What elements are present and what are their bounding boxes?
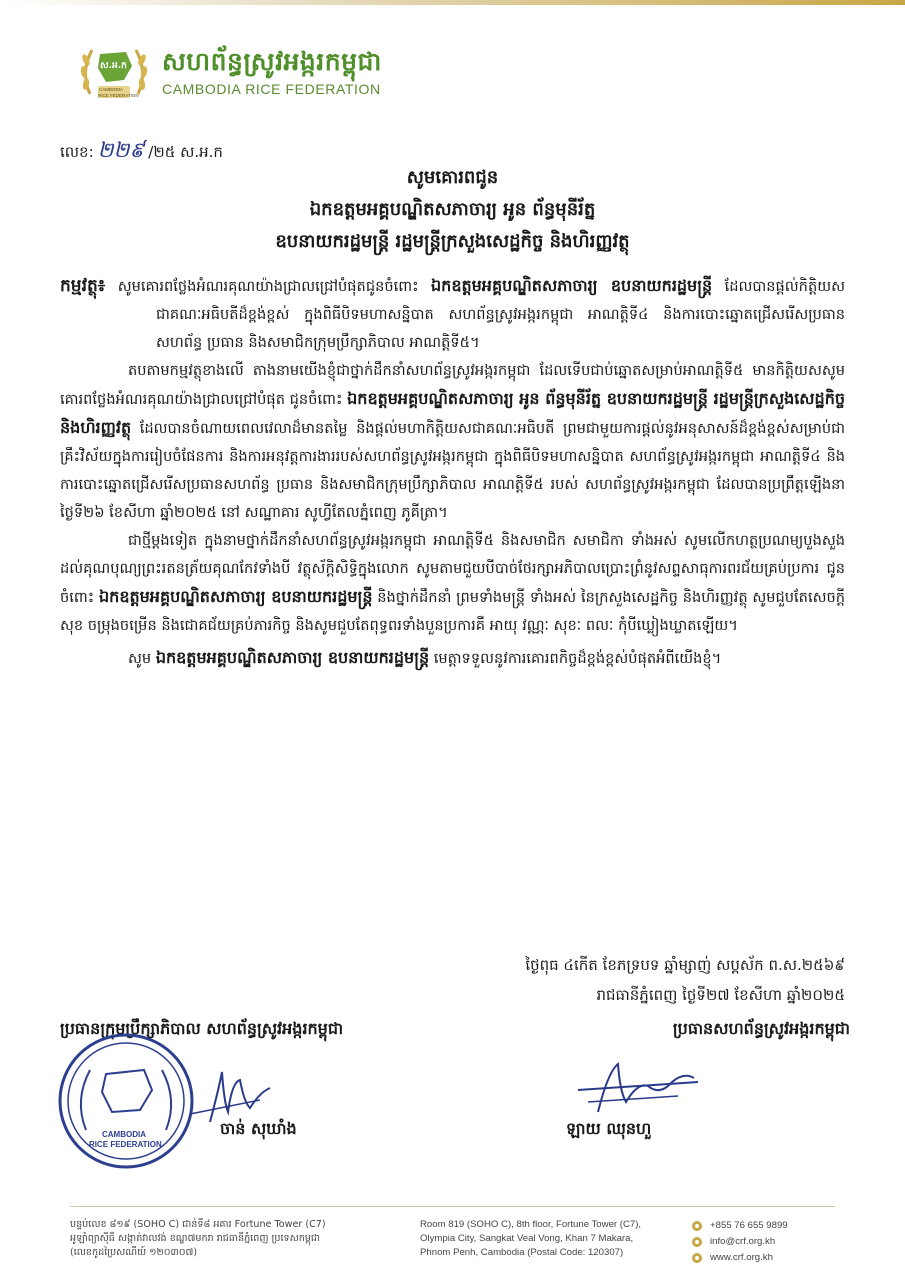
letterhead — [76, 36, 382, 108]
reference-suffix: /២៥ ស.អ.ក — [148, 143, 223, 161]
subject-text-2: ដែលបានផ្តល់កិត្តិយសជាគណៈអធិបតីដ៏ខ្ពង់ខ្ពស់ ក្នុងពិធីបិទមហាសន្និបាត សហព័ន្ធស្រូវអង្ករកម្ពុជា អាណត្តិទី៤ និងការបោះឆ្នោតជ្រើសរើសប្រធានសហព័ន្ធ ប្រធាន និងសមាជិកក្រុមប្រឹក្សាភិបាល អាណត្តិទី៥។ — [156, 278, 846, 351]
crf-logo — [76, 36, 152, 108]
phone-icon — [692, 1221, 702, 1231]
right-signer-name: ឡាយ ឈុនហួ — [566, 1119, 652, 1138]
email-row — [692, 1234, 832, 1250]
logo-abbr: ស.អ.ក — [100, 61, 127, 71]
paragraph-3 — [60, 644, 845, 673]
paragraph-1 — [60, 357, 845, 527]
footer-address-english — [420, 1218, 682, 1270]
para1-text-2: ដែលបានចំណាយពេលវេលាដ៏មានតម្លៃ និងផ្តល់មហាកិត្តិយសជាគណៈអធិបតី ព្រមជាមួយការផ្តល់នូវអនុសាសន៍ដ៏ខ្ពង់ខ្ពស់សម្រាប់ជាគ្រឹះវិស័យក្នុងការរៀបចំផែនការ និងការអនុវត្តការងាររបស់សហព័ន្ធស្រូវអង្ករកម្ពុជា ក្នុងពិធីបិទមហាសន្និបាត សហព័ន្ធស្រូវអង្ករកម្ពុជា អាណត្តិទី៤ និងការបោះឆ្នោតជ្រើសរើសប្រធានសហព័ន្ធ ប្រធាន និងសមាជិកក្រុមប្រឹក្សាភិបាល អាណត្តិទី៥ របស់ សហព័ន្ធស្រូវអង្ករកម្ពុជា ដែលបានប្រព្រឹត្តឡើងនាថ្ងៃទី២៦ ខែសីហា ឆ្នាំ២០២៥ នៅ សណ្ឋាគារ សូហ្វីតែលភ្នំពេញ ភូគីត្រា។ — [60, 420, 846, 521]
logo-caption-2: RICE FEDERATION — [98, 93, 139, 98]
subject-paragraph — [60, 272, 845, 357]
addressee-line-1: សូមគោរពជូន — [406, 167, 499, 188]
footer-en-line-1: Room 819 (SOHO C), 8th floor, Fortune Tower (C7), — [420, 1219, 642, 1230]
solar-date: រាជធានីភ្នំពេញ ថ្ងៃទី២៧ ខែសីហា ឆ្នាំ២០២៥ — [596, 986, 845, 1004]
footer-en-line-2: Olympia City, Sangkat Veal Vong, Khan 7 Makara, — [420, 1233, 634, 1244]
subject-text-1: សូមគោរពថ្លែងអំណរគុណយ៉ាងជ្រាលជ្រៅបំផុតជូនចំពោះ — [117, 278, 419, 295]
reference-prefix: លេខ: — [60, 143, 94, 161]
subject-label: កម្មវត្ថុ៖ — [60, 276, 106, 296]
footer-km-line-3: (លេខកូដប្រៃសណីយ៍ ១២០៣០៧) — [70, 1247, 198, 1258]
org-name-english: CAMBODIA RICE FEDERATION — [162, 81, 381, 97]
paragraph-2 — [60, 527, 845, 640]
website-row — [692, 1250, 832, 1266]
addressee-line-3: ឧបនាយករដ្ឋមន្ត្រី រដ្ឋមន្ត្រីក្រសួងសេដ្ឋកិច្ច និងហិរញ្ញវត្ថុ — [275, 231, 630, 252]
letter-body — [60, 272, 845, 673]
top-accent-bar — [0, 0, 905, 5]
footer-km-line-2: អូឡាំព្យាស៊ីធី សង្កាត់វាលវង់ ខណ្ឌ៧មករា រាជធានីភ្នំពេញ ប្រទេសកម្ពុជា — [70, 1233, 321, 1244]
para1-bold: ឯកឧត្តមអគ្គបណ្ឌិតសភាចារ្យ អូន ព័ន្ធមុនីរ័ត្ន ឧបនាយករដ្ឋមន្ត្រី រដ្ឋមន្ត្រីក្រសួងសេដ្ឋកិច្ច និងហិរញ្ញវត្ថុ — [60, 389, 845, 437]
para3-bold: ឯកឧត្តមអគ្គបណ្ឌិតសភាចារ្យ ឧបនាយករដ្ឋមន្ត្រី — [155, 648, 430, 667]
addressee-block — [60, 162, 845, 258]
para1-text-1: តបតាមកម្មវត្ថុខាងលើ តាងនាមយើងខ្ញុំជាថ្នាក់ដឹកនាំសហព័ន្ធស្រូវអង្ករកម្ពុជា ដែលទើបជាប់ឆ្នោតសម្រាប់អាណត្តិទី៥ មានកិត្តិយសសូមគោរពថ្លែងអំណរគុណយ៉ាងជ្រាលជ្រៅបំផុត ជូនចំពោះ — [60, 362, 845, 408]
para2-bold: ឯកឧត្តមអគ្គបណ្ឌិតសភាចារ្យ ឧបនាយករដ្ឋមន្ត្រី — [99, 587, 373, 606]
email-icon — [692, 1237, 702, 1247]
logo-caption-1: CAMBODIA — [99, 87, 124, 92]
footer-contacts — [682, 1218, 832, 1270]
addressee-line-2: ឯកឧត្តមអគ្គបណ្ឌិតសភាចារ្យ អូន ព័ន្ធមុនីរ័ត្ន — [309, 199, 596, 220]
lunar-date: ថ្ងៃពុធ ៤កើត ខែភទ្របទ ឆ្នាំម្សាញ់ សប្តស័ក ព.ស.២៥៦៩ — [525, 956, 845, 974]
subject-bold-1: ឯកឧត្តមអគ្គបណ្ឌិតសភាចារ្យ ឧបនាយករដ្ឋមន្ត្រី — [431, 276, 713, 295]
right-signature — [568, 1052, 708, 1124]
left-signer-name: ចាន់ សុឃាំង — [220, 1119, 297, 1138]
para3-text-1: សូម — [128, 650, 152, 667]
phone-row — [692, 1218, 832, 1234]
date-block — [525, 950, 845, 1010]
email-address: info@crf.org.kh — [710, 1236, 776, 1247]
left-signer-title: ប្រធានក្រុមប្រឹក្សាភិបាល សហព័ន្ធស្រូវអង្ករកម្ពុជា — [60, 1019, 344, 1038]
para3-text-2: មេត្តាទទួលនូវការគោរពកិច្ចដ៏ខ្ពង់ខ្ពស់បំផុតអំពីយើងខ្ញុំ។ — [433, 650, 722, 667]
seal-text-2: RICE FEDERATION — [89, 1140, 162, 1149]
para2-text-1: ជាថ្មីម្តងទៀត ក្នុងនាមថ្នាក់ដឹកនាំសហព័ន្ធស្រូវអង្ករកម្ពុជា អាណត្តិទី៥ និងសមាជិក សមាជិកា ទាំងអស់ សូមលើកហត្ថប្រណម្យបួងសួងដល់គុណបុណ្យព្រះរតនត្រ័យគុណកែវទាំងបី វត្ថុស័ក្តិសិទ្ធិក្នុងលោក សូមតាមជួយបីបាច់ថែរក្សាអភិបាលប្រោះព្រំនូវសព្ទសាធុការពរជ័យគ្រប់ប្រការ ជូនចំពោះ — [60, 532, 845, 606]
footer-divider — [70, 1206, 835, 1207]
website-url: www.crf.org.kh — [710, 1252, 773, 1263]
phone-number: +855 76 655 9899 — [710, 1220, 788, 1231]
reference-handwritten-number: ២២៩ — [97, 138, 145, 162]
para2-text-2: និងថ្នាក់ដឹកនាំ ព្រមទាំងមន្ត្រី ទាំងអស់ នៃក្រសួងសេដ្ឋកិច្ច និងហិរញ្ញវត្ថុ សូមជួបតែសេចក្តីសុខ ចម្រុងចម្រើន និងជោគជ័យគ្រប់ភារកិច្ច និងសូមជួបតែពុទ្ធពរទាំងបួនប្រការគឺ អាយុ វណ្ណៈ សុខៈ ពលៈ កុំបីឃ្លៀងឃ្លាតឡើយ។ — [60, 589, 846, 634]
footer — [70, 1218, 835, 1270]
globe-icon — [692, 1253, 702, 1263]
footer-km-line-1: បន្ទប់លេខ ៨១៩ (SOHO C) ជាន់ទី៨ អគារ Fortune Tower (C7) — [70, 1219, 326, 1230]
seal-text-1: CAMBODIA — [102, 1130, 146, 1139]
right-signer-title: ប្រធានសហព័ន្ធស្រូវអង្ករកម្ពុជា — [672, 1019, 850, 1038]
footer-address-khmer — [70, 1218, 420, 1270]
org-name-khmer: សហព័ន្ធស្រូវអង្ករកម្ពុជា — [162, 47, 382, 76]
footer-en-line-3: Phnom Penh, Cambodia (Postal Code: 120307) — [420, 1247, 624, 1258]
